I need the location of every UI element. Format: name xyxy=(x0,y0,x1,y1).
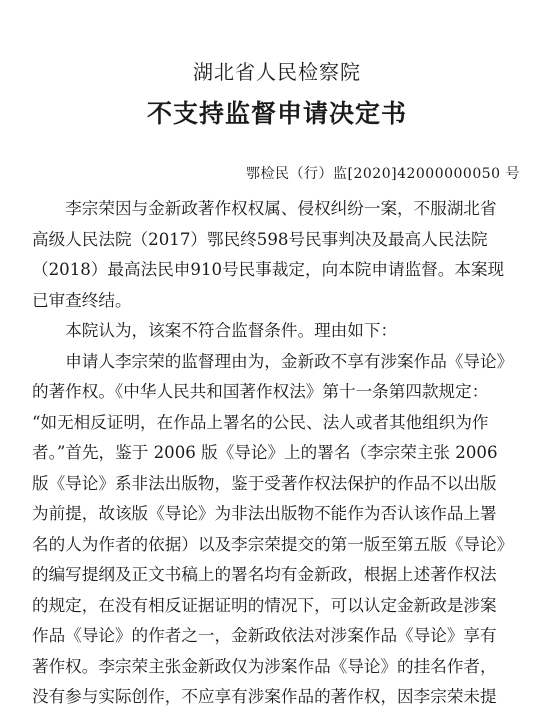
text-line: 的著作权。《中华人民共和国著作权法》第十一条第四款规定： xyxy=(32,382,489,401)
text-line: “如无相反证明，在作品上署名的公民、法人或者其他组织为作 xyxy=(32,412,489,432)
document-number: 鄂检民（行）监[2020]42000000050 号 xyxy=(246,166,520,182)
paragraph-case-summary xyxy=(32,194,524,316)
text-line: 高级人民法院（2017）鄂民终598号民事判决及最高人民法院 xyxy=(32,229,488,249)
text-line: 名的人为作者的依据）以及李宗荣提交的第一版至第五版《导论》 xyxy=(32,534,514,554)
document-title: 不支持监督申请决定书 xyxy=(146,99,407,128)
text-line: 版《导论》系非法出版物，鉴于受著作权法保护的作品不以出版 xyxy=(32,473,497,493)
paragraph-opinion-intro xyxy=(32,316,524,347)
text-line: 已审查终结。 xyxy=(32,290,132,310)
document-body xyxy=(32,194,524,713)
paragraph-reasoning xyxy=(32,347,524,713)
issuing-organization: 湖北省人民检察院 xyxy=(193,60,361,84)
text-line: 的编写提纲及正文书稿上的署名均有金新政，根据上述著作权法 xyxy=(32,565,497,584)
text-line: 作品《导论》的作者之一，金新政依法对涉案作品《导论》享有 xyxy=(32,626,497,645)
text-line: 李宗荣因与金新政著作权权属、侵权纠纷一案，不服湖北省 xyxy=(65,199,497,218)
text-line: （2018）最高法民申910号民事裁定，向本院申请监督。本案现 xyxy=(32,260,505,279)
text-line: 为前提，故该版《导论》为非法出版物不能作为否认该作品上署 xyxy=(32,504,497,523)
text-line: 本院认为，该案不符合监督条件。理由如下： xyxy=(65,321,398,340)
text-line: 没有参与实际创作，不应享有涉案作品的著作权，因李宗荣未提 xyxy=(32,687,497,706)
text-line: 者。”首先，鉴于 2006 版《导论》上的署名（李宗荣主张 2006 xyxy=(32,443,498,462)
text-line: 著作权。李宗荣主张金新政仅为涉案作品《导论》的挂名作者， xyxy=(32,656,497,676)
text-line: 的规定，在没有相反证据证明的情况下，可以认定金新政是涉案 xyxy=(32,595,497,615)
text-line: 申请人李宗荣的监督理由为，金新政不享有涉案作品《导论》 xyxy=(65,351,514,371)
